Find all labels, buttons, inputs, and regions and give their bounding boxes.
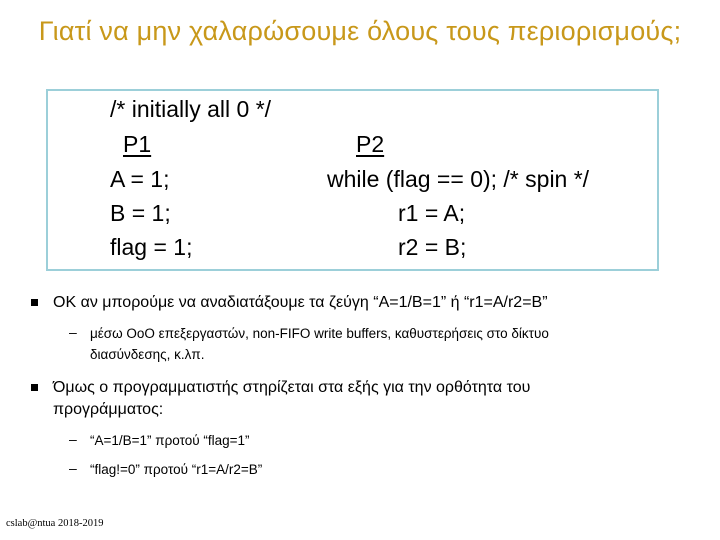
bullet-marker <box>31 384 38 391</box>
p1-header: P1 <box>123 131 152 157</box>
bullet-1-sub-1-line-2: διασύνδεσης, κ.λπ. <box>90 347 205 362</box>
bullet-1-sub-1-line-1: μέσω OoO επεξεργαστών, non-FIFO write buffers, καθυστερήσεις στο δίκτυο <box>90 326 549 341</box>
bullet-2-line-1: Όμως ο προγραμματιστής στηρίζεται στα εξής για την ορθότητα του <box>53 379 531 396</box>
sub-dash: – <box>69 460 77 476</box>
bullet-2-sub-1: “A=1/B=1” προτού “flag=1” <box>90 433 250 448</box>
bullet-1-text: OK αν μπορούμε να αναδιατάξουμε τα ζεύγη “A=1/B=1” ή “r1=A/r2=B” <box>53 294 548 311</box>
code-comment: /* initially all 0 */ <box>110 96 272 122</box>
bullet-marker <box>31 299 38 306</box>
p2-line-3: r2 = B; <box>398 234 467 260</box>
bullet-2-sub-2: “flag!=0” προτού “r1=A/r2=B” <box>90 462 263 477</box>
slide-title: Γιατί να μην χαλαρώσουμε όλους τους περιορισμούς; <box>38 16 682 46</box>
slide-footer: cslab@ntua 2018-2019 <box>6 518 104 529</box>
p2-header: P2 <box>356 131 385 157</box>
p1-line-1: A = 1; <box>110 166 170 192</box>
p2-line-2: r1 = A; <box>398 200 466 226</box>
sub-dash: – <box>69 431 77 447</box>
p1-line-2: B = 1; <box>110 200 171 226</box>
p1-line-3: flag = 1; <box>110 234 193 260</box>
sub-dash: – <box>69 324 77 340</box>
bullet-2-line-2: προγράμματος: <box>53 401 164 418</box>
p2-line-1: while (flag == 0); /* spin */ <box>327 166 590 192</box>
